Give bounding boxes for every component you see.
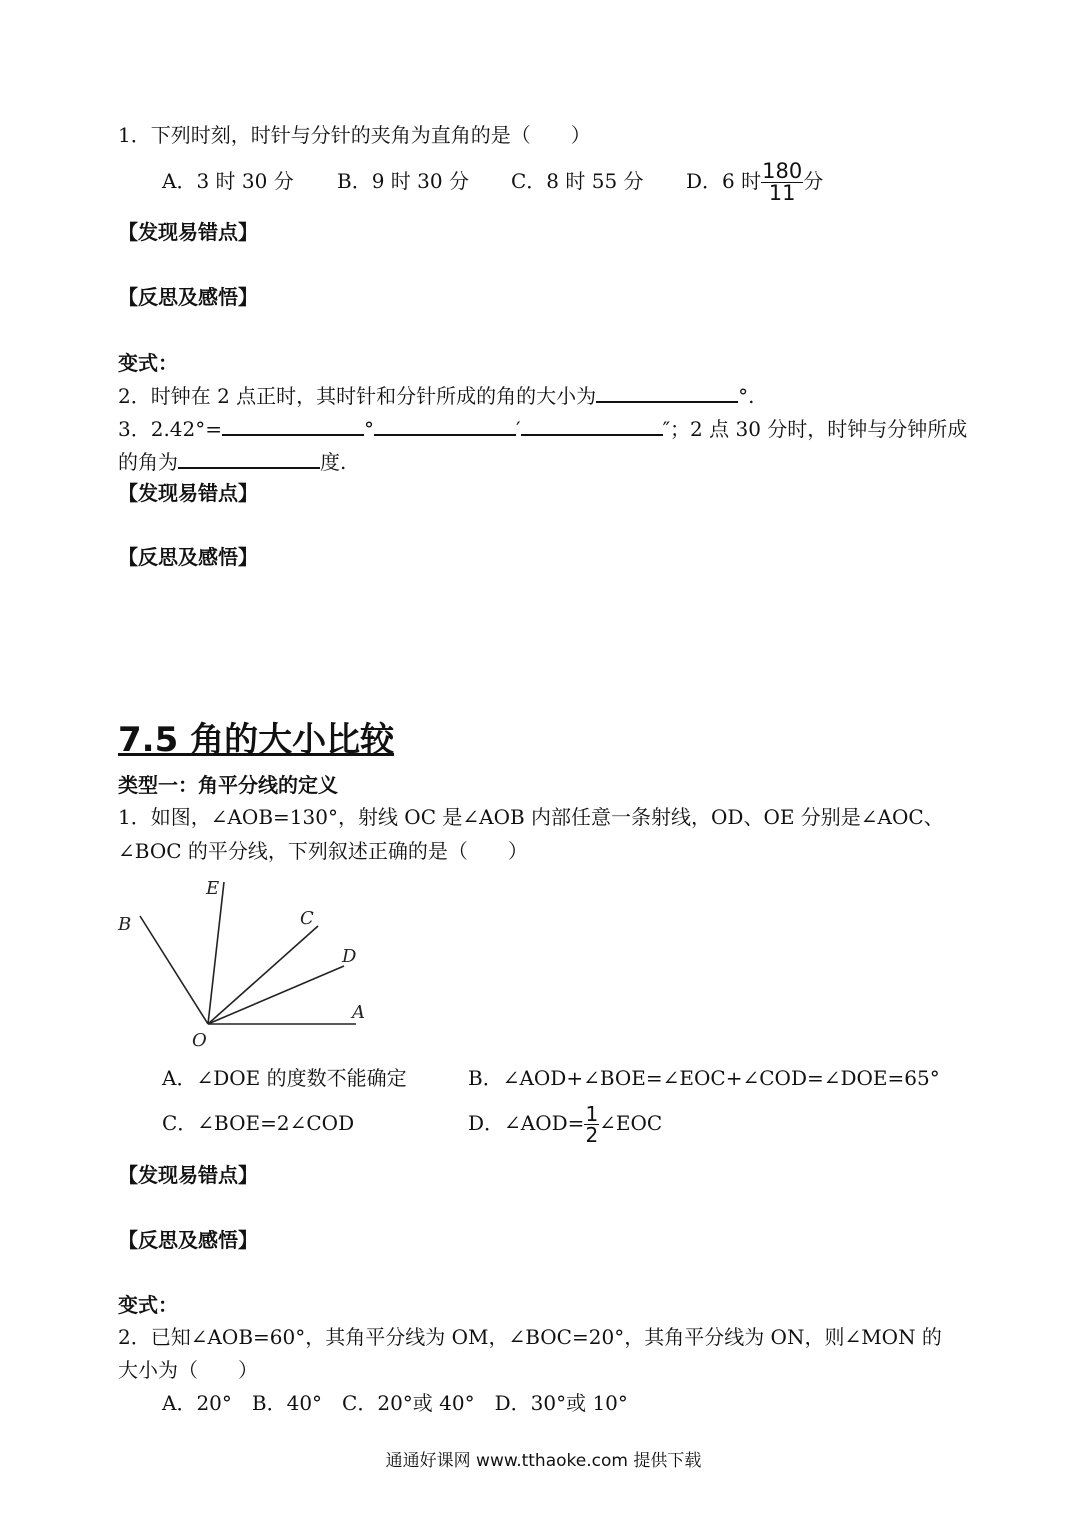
reflection-label-2: 【反思及感悟】	[118, 545, 258, 569]
p1-option-a: A．∠DOE 的度数不能确定	[162, 1066, 407, 1090]
q3-minute-blank[interactable]	[374, 414, 516, 436]
q3-line2-prefix: 的角为	[118, 450, 178, 474]
p2-line1: 2．已知∠AOB=60°，其角平分线为 OM，∠BOC=20°，其角平分线为 ON，则∠MON 的	[118, 1325, 942, 1349]
q3-minute-symbol: ′	[516, 417, 521, 441]
variant-label-2: 变式：	[118, 1293, 178, 1317]
p2-options: A．20° B．40° C．20°或 40° D．30°或 10°	[162, 1391, 628, 1415]
label-c: C	[300, 908, 314, 929]
ray-ob	[140, 916, 208, 1024]
q3-second-blank[interactable]	[521, 414, 663, 436]
find-error-label-2: 【发现易错点】	[118, 481, 258, 505]
label-d: D	[342, 946, 357, 967]
p1-option-d	[468, 1097, 662, 1149]
q3-line2-suffix: 度.	[320, 450, 347, 474]
find-error-label-3: 【发现易错点】	[118, 1163, 258, 1187]
q3-degree-symbol: °	[364, 417, 375, 441]
fraction	[584, 1104, 599, 1145]
ray-od	[208, 966, 344, 1024]
q2-text-after: °.	[738, 384, 755, 408]
fraction-denominator: 11	[768, 181, 796, 205]
q2-text-before: 2．时钟在 2 点正时，其时针和分针所成的角的大小为	[118, 384, 597, 408]
q3-angle-blank[interactable]	[178, 447, 320, 469]
q1-option-d-suffix: 分	[803, 169, 824, 193]
label-a: A	[352, 1002, 365, 1023]
p1-option-c: C．∠BOE=2∠COD	[162, 1111, 355, 1135]
section-title: 7.5 角的大小比较	[118, 720, 395, 760]
label-e: E	[206, 878, 220, 899]
fraction-denominator: 2	[585, 1123, 599, 1147]
q1-option-b: B．9 时 30 分	[337, 169, 469, 193]
p2-line2: 大小为（ ）	[118, 1358, 258, 1382]
q1-question: 1．下列时刻，时针与分针的夹角为直角的是（ ）	[118, 123, 591, 147]
label-o: O	[192, 1030, 207, 1051]
q1-option-d-prefix: D．6 时	[686, 169, 762, 193]
q3-prefix: 3．2.42°=	[118, 417, 223, 441]
label-b: B	[118, 914, 132, 935]
type1-label: 类型一：角平分线的定义	[118, 773, 338, 797]
reflection-label-3: 【反思及感悟】	[118, 1228, 258, 1252]
q2-answer-blank[interactable]	[596, 381, 738, 403]
p1-line1: 1．如图，∠AOB=130°，射线 OC 是∠AOB 内部任意一条射线，OD、OE 分别是∠AOC、	[118, 805, 944, 829]
p1-option-d-suffix: ∠EOC	[599, 1111, 663, 1135]
q1-option-a: A．3 时 30 分	[162, 169, 294, 193]
p1-option-b: B．∠AOD+∠BOE=∠EOC+∠COD=∠DOE=65°	[468, 1066, 940, 1090]
reflection-label: 【反思及感悟】	[118, 285, 258, 309]
ray-oe	[208, 882, 224, 1024]
q3-text	[118, 414, 967, 443]
variant-label: 变式：	[118, 351, 178, 375]
angle-figure	[112, 872, 382, 1052]
fraction-numerator: 1	[585, 1102, 599, 1126]
q2-text	[118, 381, 755, 410]
footer: 通通好课网 www.tthaoke.com 提供下载	[385, 1451, 702, 1471]
q1-option-c: C．8 时 55 分	[511, 169, 644, 193]
p1-line2: ∠BOC 的平分线，下列叙述正确的是（ ）	[118, 839, 528, 863]
p1-option-d-prefix: D．∠AOD=	[468, 1111, 585, 1135]
q1-option-d	[686, 154, 823, 208]
find-error-label: 【发现易错点】	[118, 220, 258, 244]
ray-oc	[208, 926, 318, 1024]
q3-degree-blank[interactable]	[222, 414, 364, 436]
q3-text-line2	[118, 447, 346, 476]
fraction-numerator: 180	[762, 159, 803, 183]
fraction	[761, 161, 803, 204]
q3-second-tail: ″；2 点 30 分时，时钟与分钟所成	[662, 417, 968, 441]
